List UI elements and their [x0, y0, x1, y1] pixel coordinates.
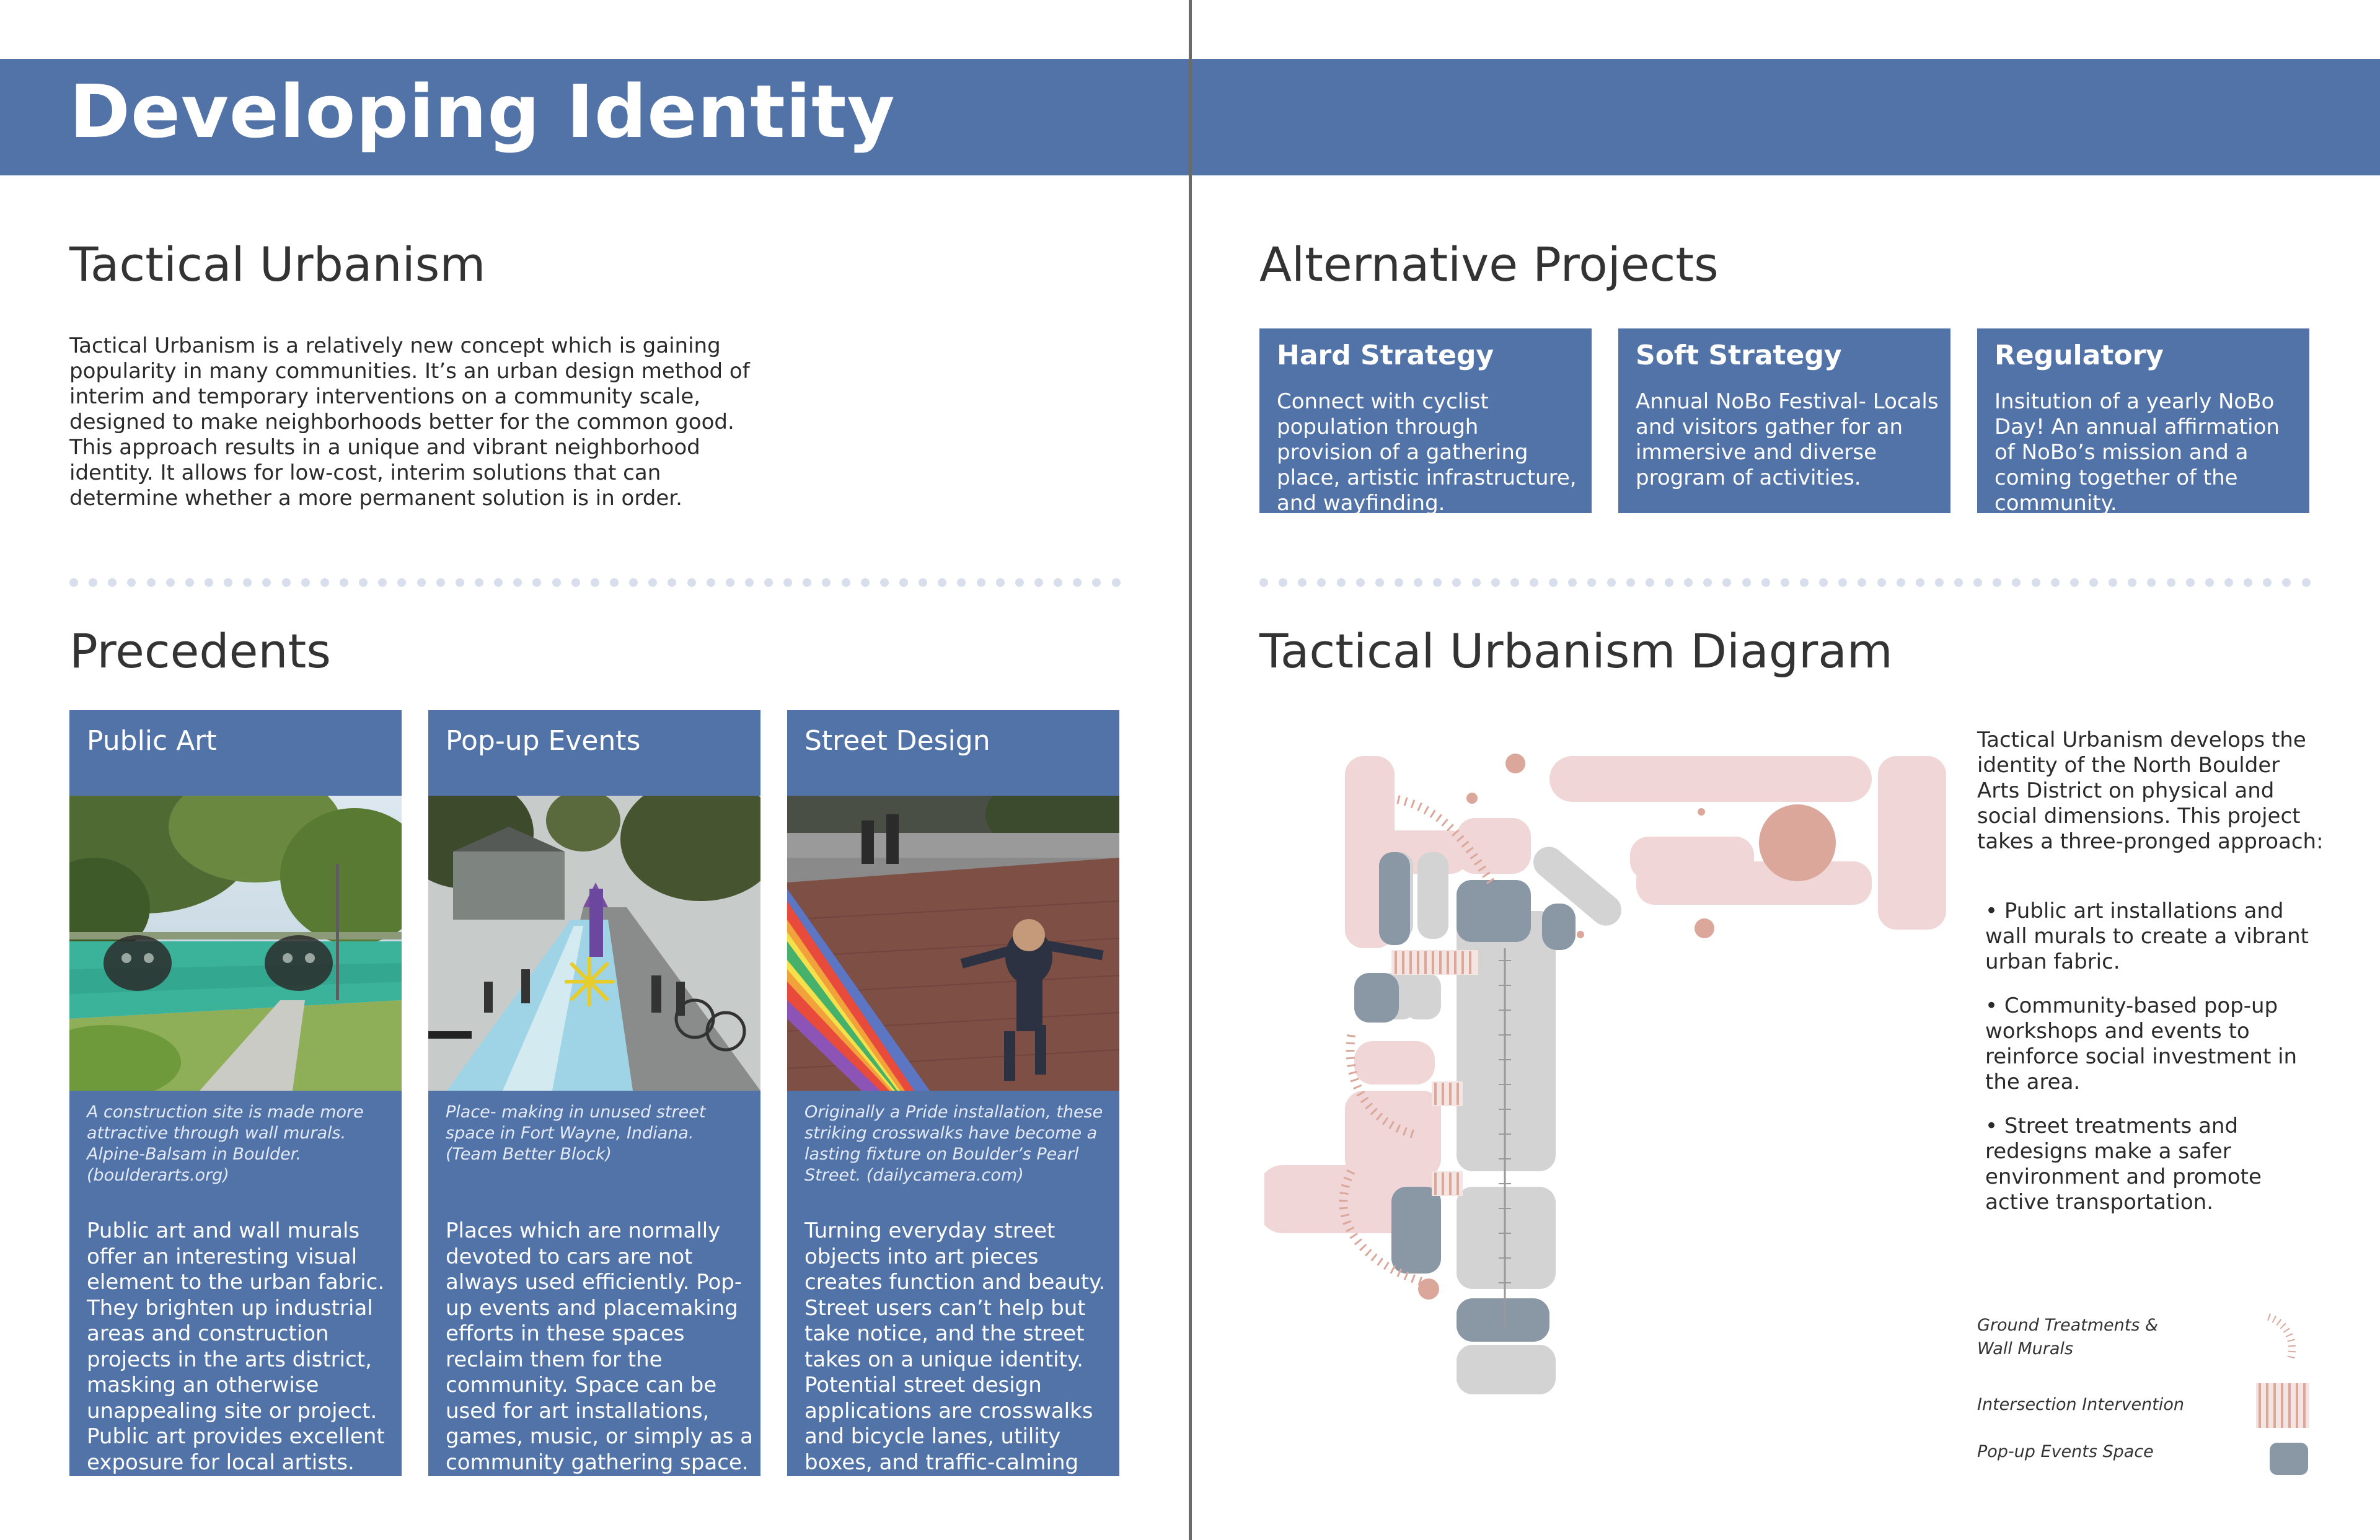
divider-dot — [185, 578, 194, 587]
divider-dot — [1973, 578, 1982, 587]
divider-dot — [2167, 578, 2175, 587]
divider-dot — [1530, 578, 1538, 587]
divider-dot — [1034, 578, 1043, 587]
divider-dot — [803, 578, 811, 587]
divider-dot — [1819, 578, 1828, 587]
divider-dot — [69, 578, 78, 587]
divider-dot — [147, 578, 156, 587]
divider-dot — [205, 578, 213, 587]
divider-dot — [2089, 578, 2098, 587]
divider-dot — [89, 578, 97, 587]
tactical-urbanism-body: Tactical Urbanism is a relatively new concept which is gaining popularity in many communities. It’s an urban design method of interim and temporary interventions on a community scale, designed to make neighborhoods better for the common good. This approach results in a unique and vibrant neighborhood identity. It allows for low-cost, interim solutions that can determine whether a more permanent solution is in order. — [69, 333, 750, 511]
divider-dot — [1761, 578, 1770, 587]
divider-dot — [1935, 578, 1944, 587]
dotted-divider-right — [1259, 578, 2311, 587]
legend-label-intersection: Intersection Intervention — [1977, 1395, 2184, 1414]
divider-dot — [668, 578, 676, 587]
divider-dot — [552, 578, 561, 587]
street-design-photo — [787, 796, 1119, 1091]
divider-dot — [1433, 578, 1442, 587]
dotted-divider-left — [69, 578, 1121, 587]
divider-dot — [1626, 578, 1635, 587]
diagram-bullet-2: • Community-based pop-up workshops and events to reinforce social investment in the area. — [1985, 993, 2298, 1094]
alternative-projects-heading: Alternative Projects — [1259, 237, 1719, 292]
divider-dot — [1607, 578, 1616, 587]
divider-dot — [397, 578, 406, 587]
divider-dot — [996, 578, 1005, 587]
divider-dot — [2051, 578, 2060, 587]
divider-dot — [1510, 578, 1519, 587]
divider-dot — [2244, 578, 2252, 587]
divider-dot — [842, 578, 850, 587]
striped-square-icon — [2256, 1383, 2309, 1428]
diagram-bullet-3: • Street treatments and redesigns make a safer environment and promote active transportation. — [1985, 1114, 2262, 1215]
divider-dot — [166, 578, 175, 587]
divider-dot — [378, 578, 387, 587]
precedents-heading: Precedents — [69, 623, 331, 679]
divider-dot — [243, 578, 252, 587]
divider-dot — [1054, 578, 1062, 587]
divider-dot — [1838, 578, 1847, 587]
card-description: Places which are normally devoted to cars are not always used efficiently. Pop-up events and placemaking efforts in these spaces reclaim them for the community. Space can be used for art installations, games, music, or simply as a community gathering space. — [446, 1218, 753, 1475]
divider-dot — [1858, 578, 1866, 587]
divider-dot — [1742, 578, 1751, 587]
divider-dot — [1259, 578, 1268, 587]
divider-dot — [880, 578, 889, 587]
diagram-intro: Tactical Urbanism develops the identity of the North Boulder Arts District on physical and social dimensions. This project takes a three-pronged approach: — [1977, 728, 2324, 854]
divider-dot — [1800, 578, 1809, 587]
divider-dot — [456, 578, 464, 587]
card-description: Turning everyday street objects into art pieces creates function and beauty. Street users can’t help but take notice, and the street takes on a unique identity. Potential street design applications are crosswalks and bicycle lanes, utility boxes, and traffic-calming efforts. — [804, 1218, 1106, 1500]
divider-dot — [1781, 578, 1789, 587]
divider-dot — [1395, 578, 1403, 587]
card-caption: A construction site is made more attractive through wall murals. Alpine-Balsam in Boulder. (boulderarts.org) — [87, 1102, 364, 1185]
divider-dot — [1877, 578, 1886, 587]
divider-dot — [1414, 578, 1422, 587]
card-description: Connect with cyclist population through provision of a gathering place, artistic infrastructure, and wayfinding. — [1277, 389, 1577, 516]
precedent-card-street-design — [787, 710, 1119, 1500]
divider-dot — [475, 578, 483, 587]
divider-dot — [1993, 578, 2001, 587]
legend-label-ground: Ground Treatments & Wall Murals — [1977, 1316, 2159, 1358]
precedent-card-popup-events — [428, 710, 760, 1476]
divider-dot — [1452, 578, 1461, 587]
divider-dot — [1112, 578, 1121, 587]
divider-dot — [1568, 578, 1577, 587]
alt-card-regulatory — [1977, 328, 2309, 516]
divider-dot — [2302, 578, 2311, 587]
divider-dot — [127, 578, 136, 587]
divider-dot — [1897, 578, 1905, 587]
diagram-bullet-1: • Public art installations and wall murals to create a vibrant urban fabric. — [1985, 899, 2309, 974]
divider-dot — [2205, 578, 2214, 587]
divider-dot — [2128, 578, 2136, 587]
tactical-urbanism-diagram — [1264, 737, 1959, 1419]
divider-dot — [764, 578, 773, 587]
card-title: Public Art — [87, 725, 217, 757]
divider-dot — [1703, 578, 1712, 587]
divider-dot — [2070, 578, 2079, 587]
popup-events-photo — [428, 796, 760, 1091]
hatched-arc-icon — [2262, 1311, 2306, 1366]
divider-dot — [1916, 578, 1924, 587]
legend-label-popup: Pop-up Events Space — [1977, 1442, 2154, 1461]
divider-dot — [861, 578, 870, 587]
divider-dot — [648, 578, 657, 587]
divider-dot — [1015, 578, 1024, 587]
divider-dot — [938, 578, 946, 587]
card-title: Soft Strategy — [1636, 340, 1842, 371]
divider-dot — [224, 578, 232, 587]
divider-dot — [1092, 578, 1101, 587]
card-caption: Place- making in unused street space in Fort Wayne, Indiana. (Team Better Block) — [446, 1102, 706, 1164]
diagram-heading: Tactical Urbanism Diagram — [1259, 623, 1893, 679]
divider-dot — [1073, 578, 1082, 587]
card-description: Insitution of a yearly NoBo Day! An annual affirmation of NoBo’s mission and a coming together of the community. — [1994, 389, 2280, 516]
divider-dot — [1549, 578, 1558, 587]
divider-dot — [2263, 578, 2272, 587]
divider-dot — [340, 578, 348, 587]
card-title: Regulatory — [1994, 340, 2164, 371]
divider-dot — [359, 578, 368, 587]
public-art-photo — [69, 796, 402, 1091]
divider-dot — [2282, 578, 2291, 587]
divider-dot — [532, 578, 541, 587]
divider-dot — [1356, 578, 1365, 587]
divider-dot — [1472, 578, 1481, 587]
divider-dot — [494, 578, 503, 587]
divider-dot — [2109, 578, 2117, 587]
page-title: Developing Identity — [69, 69, 896, 154]
divider-dot — [1337, 578, 1346, 587]
divider-dot — [282, 578, 291, 587]
divider-dot — [571, 578, 580, 587]
alt-card-hard-strategy — [1259, 328, 1592, 516]
divider-dot — [899, 578, 908, 587]
divider-dot — [726, 578, 734, 587]
divider-dot — [1722, 578, 1731, 587]
divider-dot — [1587, 578, 1596, 587]
divider-dot — [301, 578, 310, 587]
divider-dot — [513, 578, 522, 587]
divider-dot — [1646, 578, 1654, 587]
divider-dot — [591, 578, 599, 587]
divider-dot — [2012, 578, 2021, 587]
divider-dot — [610, 578, 619, 587]
card-caption: Originally a Pride installation, these striking crosswalks have become a lasting fixture on Boulder’s Pearl Street. (dailycamera.com) — [804, 1102, 1103, 1185]
divider-dot — [108, 578, 117, 587]
divider-dot — [262, 578, 271, 587]
divider-dot — [2147, 578, 2156, 587]
divider-dot — [417, 578, 426, 587]
divider-dot — [957, 578, 966, 587]
divider-dot — [1375, 578, 1384, 587]
divider-dot — [1684, 578, 1693, 587]
divider-dot — [1954, 578, 1963, 587]
card-description: Public art and wall murals offer an interesting visual element to the urban fabric. They brighten up industrial areas and construction projects in the arts district, masking an otherwise unappealing site or project. Public art provides excellent exposure for local artists. — [87, 1218, 385, 1475]
card-title: Hard Strategy — [1277, 340, 1494, 371]
divider-dot — [919, 578, 927, 587]
divider-dot — [629, 578, 638, 587]
divider-dot — [745, 578, 754, 587]
card-description: Annual NoBo Festival- Locals and visitors gather for an immersive and diverse program of activities. — [1636, 389, 1939, 490]
card-title: Street Design — [804, 725, 990, 757]
precedent-card-public-art — [69, 710, 402, 1476]
divider-dot — [1491, 578, 1500, 587]
page-divider — [1189, 0, 1192, 1540]
divider-dot — [687, 578, 696, 587]
tactical-urbanism-heading: Tactical Urbanism — [69, 237, 486, 292]
divider-dot — [320, 578, 329, 587]
divider-dot — [1665, 578, 1673, 587]
divider-dot — [2224, 578, 2233, 587]
divider-dot — [977, 578, 985, 587]
divider-dot — [783, 578, 792, 587]
divider-dot — [1279, 578, 1287, 587]
divider-dot — [2186, 578, 2195, 587]
divider-dot — [2032, 578, 2040, 587]
divider-dot — [1317, 578, 1326, 587]
divider-dot — [1298, 578, 1307, 587]
alt-card-soft-strategy — [1618, 328, 1950, 513]
divider-dot — [707, 578, 715, 587]
divider-dot — [436, 578, 445, 587]
divider-dot — [822, 578, 831, 587]
rounded-square-icon — [2270, 1443, 2308, 1475]
card-title: Pop-up Events — [446, 725, 641, 757]
